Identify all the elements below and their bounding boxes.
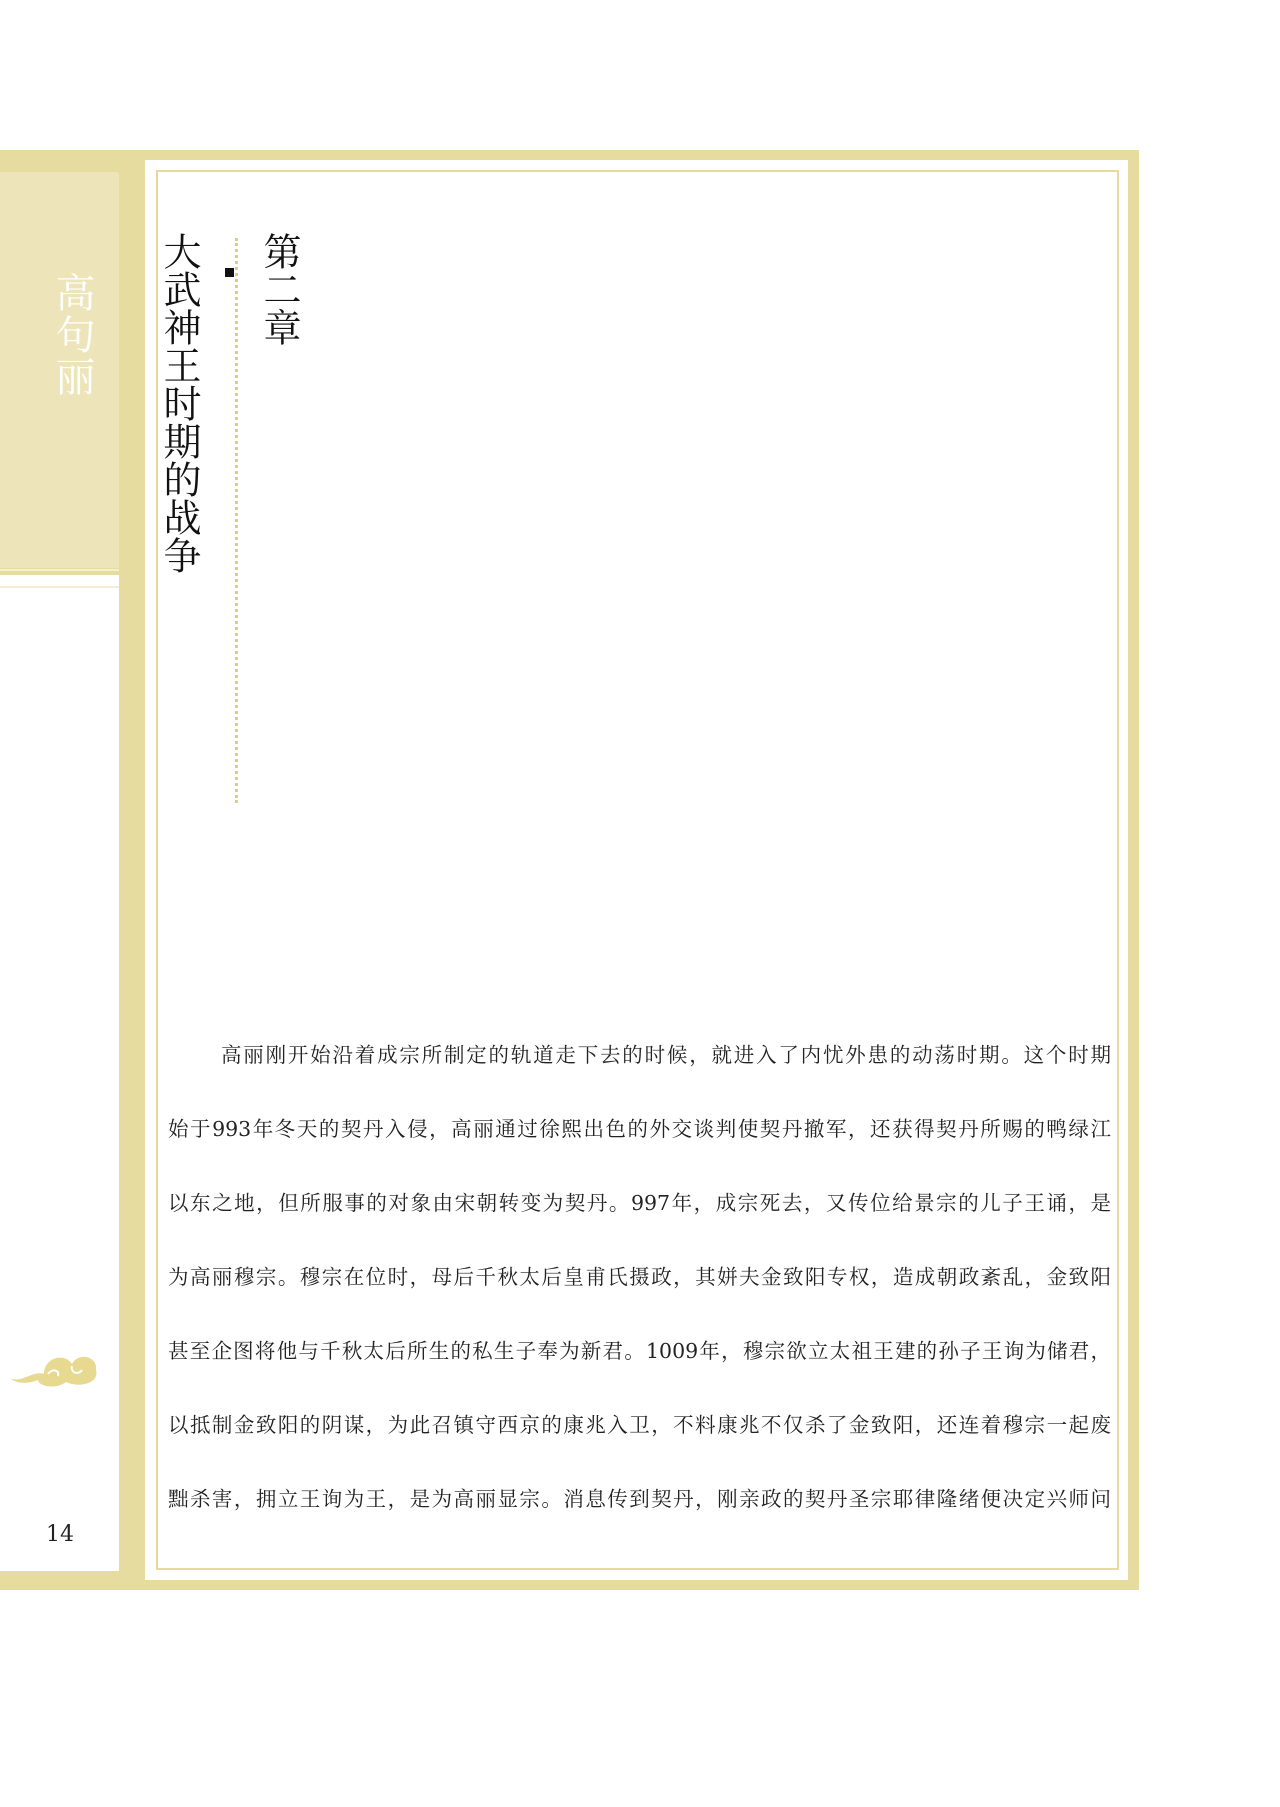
body-line: 黜杀害，拥立王询为王，是为高丽显宗。消息传到契丹，刚亲政的契丹圣宗耶律隆绪便决定兴师问 bbox=[168, 1487, 1111, 1511]
side-divider-lower bbox=[0, 586, 119, 588]
chapter-heading bbox=[157, 232, 304, 574]
body-line: 以抵制金致阳的阴谋，为此召镇守西京的康兆入卫，不料康兆不仅杀了金致阳，还连着穆宗一起废 bbox=[168, 1413, 1111, 1437]
body-line: 始于993年冬天的契丹入侵，高丽通过徐熙出色的外交谈判使契丹撤军，还获得契丹所赐的鸭绿江 bbox=[168, 1117, 1111, 1141]
side-margin bbox=[0, 575, 119, 1571]
book-title-vertical: 高句丽 bbox=[49, 272, 95, 398]
page-number: 14 bbox=[46, 1522, 74, 1547]
body-text bbox=[168, 1018, 1111, 1536]
body-line: 高丽刚开始沿着成宗所制定的轨道走下去的时候，就进入了内忧外患的动荡时期。这个时期 bbox=[221, 1043, 1111, 1067]
chapter-separator bbox=[204, 268, 254, 538]
cloud-ornament-icon bbox=[8, 1340, 100, 1390]
body-line: 以东之地，但所服事的对象由宋朝转变为契丹。997年，成宗死去，又传位给景宗的儿子王诵，是 bbox=[168, 1191, 1111, 1215]
body-line: 甚至企图将他与千秋太后所生的私生子奉为新君。1009年，穆宗欲立太祖王建的孙子王询为储君， bbox=[168, 1339, 1111, 1363]
chapter-number: 第二章 bbox=[257, 232, 301, 346]
chapter-title: 大武神王时期的战争 bbox=[157, 232, 201, 574]
body-line: 为高丽穆宗。穆宗在位时，母后千秋太后皇甫氏摄政，其姘夫金致阳专权，造成朝政紊乱，金致阳 bbox=[168, 1265, 1111, 1289]
side-divider bbox=[0, 569, 119, 571]
